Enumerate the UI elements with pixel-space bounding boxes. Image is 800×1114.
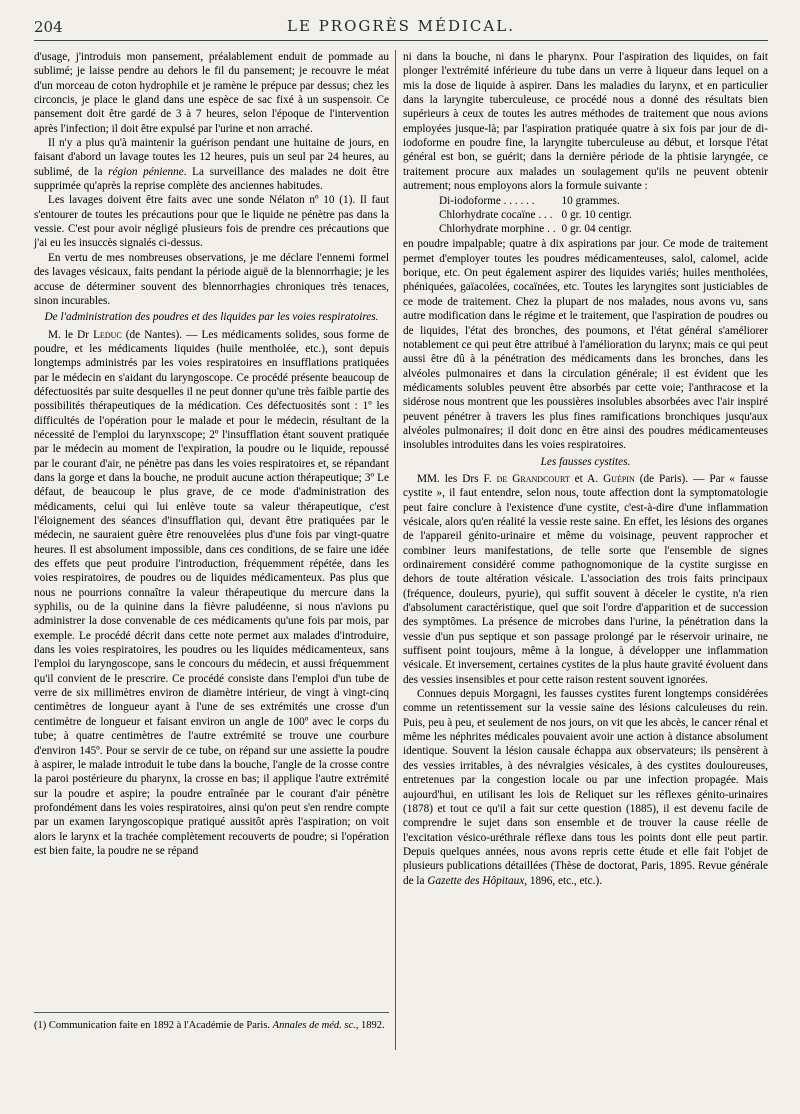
section-heading: De l'administration des poudres et des liquides par les voies respiratoires. [44, 311, 379, 324]
formula-row [439, 194, 638, 208]
text-run: , 1892. [355, 1020, 385, 1031]
paragraph: ni dans la bouche, ni dans le pharynx. Pour l'aspiration des liquides, on fait plonger l'extrémité inférieure du tube dans un verre à liqueur dans lequel on a mis la dose de liquide à aspirer. Dans les maladies du larynx, et en particulier dans la laryngite tuberculeuse, ce procédé nous a donné des résultats bien supérieurs à ceux de toutes les autres méthodes de traitement que nous avions employées jusque-là; par l'aspiration pratiquée quatre à six fois par jour de di-iodoforme en poudre fine, la laryngite tuberculeuse au début, et lorsque l'état général est bon, se guérit; dans la dernière période de la phtisie laryngée, ce traitement procure aux malades un soulagement qu'ils ne peuvent obtenir autrement; nous employons alors la formule suivante : [403, 51, 768, 193]
author-name: Leduc [93, 328, 122, 341]
paragraph [403, 472, 768, 687]
column-divider [395, 50, 396, 1050]
section-heading: Les fausses cystites. [540, 455, 631, 468]
text-columns [34, 50, 768, 1106]
italic-run: région pénienne [108, 165, 184, 178]
paragraph: Les lavages doivent être faits avec une sonde Nélaton nº 10 (1). Il faut s'entourer de toutes les précautions pour que le liquide ne pénètre pas dans la vessie. C'est pour avoir négligé plusieurs fois de prendre ces précautions que j'ai eu les insuccès signalés ci-dessus. [34, 194, 389, 250]
paragraph [34, 328, 389, 859]
paragraph [403, 687, 768, 888]
text-run: MM. les Drs F. [417, 472, 497, 485]
text-run: Il n'y a plus qu'à maintenir la guérison pendant une huitaine de jours, en faisant d'abord un lavage toutes les 12 heures, puis un seul par 24 heures, au sublimé, de la [34, 137, 389, 178]
footnote [34, 1012, 389, 1033]
quantity: 0 gr. 10 centigr. [561, 209, 632, 222]
page-number: 204 [34, 18, 63, 36]
text-run: et A. [569, 472, 604, 485]
text-run: (1) Communication faite en 1892 à l'Académie de Paris. [34, 1020, 273, 1031]
ingredient: Di-iodoforme . . . . . . [439, 195, 535, 208]
formula-table [439, 194, 638, 236]
text-run: , 1896, etc., etc.). [524, 874, 603, 887]
formula-row [439, 208, 638, 222]
italic-run: Annales de méd. sc. [272, 1020, 356, 1031]
text-run: M. le Dr [48, 328, 94, 341]
author-name: de Grandcourt [496, 472, 570, 485]
quantity: 10 grammes. [561, 195, 620, 208]
paragraph: en poudre impalpable; quatre à dix aspirations par jour. Ce mode de traitement permet d'employer toutes les poudres médicamenteuses, salol, calomel, acide borique, etc. On peut également aspirer des liquides variés; huiles mentholées, phéniquées, gaïacolées, cocaïnées, etc. Toutes les laryngites sont justiciables de ce mode de traitement. Chez la plupart de nos malades, nous avons vu, sans autre modification dans le régime et le traitement, que l'aspiration de poudres ou de liquides, l'état des bronches, des poumons, et l'état général s'améliorer notablement ce qui peut être attribué à l'amélioration du larynx; mais ce qui peut aussi être dû à la pénétration des médicaments dans les bronches, dans les alvéoles pulmonaires et dans la circulation générale; il est évident que les médicaments solubles peuvent être absorbés par cette voie; l'anthracose et la sidérose nous montrent que les poussières insolubles absorbées avec l'air inspiré peuvent pénétrer à travers les plus fines ramifications bronchiques jusqu'aux alvéoles pulmonaires; il doit donc en être ainsi des poudres médicamenteuses insolubles introduites dans les voies respiratoires. [403, 238, 768, 452]
italic-run: Gazette des Hôpitaux [427, 874, 525, 887]
author-name: Guépin [603, 472, 635, 485]
text-run: Connues depuis Morgagni, les fausses cystites furent longtemps considérées comme un retentissement sur la vessie saine des lésions calculeuses du rein. Puis, peu à peu, et seulement de nos jours, on vit que les abcès, le cancer rénal et même les néphrites médicales pouvaient avoir une action à distance absolument identique. Souvent la lésion causale échappa aux observateurs; ils pensèrent à des vessies irritables, à des névralgies vésicales, à des cystites douloureuses, entretenues par la congestion locale ou par une infection propagée. Mais aujourd'hui, en utilisant les lois de Reliquet sur les réflexes génito-urinaires (1878) et tout ce qu'il a fait sur cette question (1885), il est devenu facile de comprendre le sujet dans son ensemble et de trouver la cause réelle de l'excitation vésico-uréthrale réflexe dans tous les points dont elle peut partir. Depuis quelques années, nous avons repris cette étude et elle fait l'objet de plusieurs publications détaillées (Thèse de doctorat, Paris, 1895. Revue générale de la [403, 688, 768, 887]
ingredient: Chlorhydrate cocaïne . . . [439, 209, 553, 222]
text-run: (de Paris). — Par « fausse cystite », il faut entendre, selon nous, toute affection dont la symptomatologie peut faire conclure à l'existence d'une cystite, c'est-à-dire d'une inflammation vésicale, alors qu'en réalité la vessie reste saine. En effet, les lésions des organes de l'appareil génito-urinaire et même du voisinage, peuvent rapprocher et combiner leurs manifestations, de telle sorte que l'ensemble de signes ordinairement considéré comme pathognomonique de la cystite surgisse en dehors de toute altération vésicale. L'association des trois faits principaux (fréquence, douleurs, pyurie), qui suffit souvent à déceler le cystite, n'a rien d'absolument caractéristique, quel que soit l'ordre d'apparition et de succession des symptômes. La présence de microbes dans l'urine, la pénétration dans la vessie d'un pus septique et son passage prolongé par le réservoir urinaire, ne suffisent point toujours, même à la longue, à développer une inflammation vésicale. Et inversement, certaines cystites de la plus haute gravité évoluent dans des vessies insensibles et pour cette raison restent souvent ignorées. [403, 472, 768, 686]
formula-row [439, 222, 638, 236]
quantity: 0 gr. 04 centigr. [561, 223, 632, 236]
ingredient: Chlorhydrate morphine . . [439, 223, 556, 236]
right-column [403, 50, 768, 1106]
footnote-text [34, 1019, 389, 1033]
left-column [34, 50, 389, 1106]
journal-title: LE PROGRÈS MÉDICAL. [287, 17, 515, 35]
paragraph: d'usage, j'introduis mon pansement, préalablement enduit de pommade au sublimé; je laisse pendre au dehors le fil du pansement; je recouvre le méat d'un morceau de coton hydrophile et je ramène le prépuce par dessus; chez les circoncis, je place le gland dans une espèce de sac fixé à un suspensoir. Ce pansement doit être gardé de 3 à 7 heures, selon l'époque de l'intervention après l'infection; il doit être expulsé par l'urine et non arraché. [34, 51, 389, 135]
paragraph [34, 136, 389, 193]
text-run: . La surveillance des malades ne doit être supprimée qu'après la reprise complète des anciennes habitudes. [34, 165, 389, 193]
running-header [34, 16, 768, 41]
text-run: (de Nantes). — Les médicaments solides, sous forme de poudre, et les médicaments liquides (huile mentholée, etc.), sont depuis longtemps administrés par les voies respiratoires en insufflations pratiquées par le médecin en s'aidant du laryngoscope. Ce procédé présente beaucoup de défectuosités par suite desquelles il ne peut donner qu'une très faible partie des possibilités thérapeutiques de la médication. Ces défectuosités sont : 1º les difficultés de l'opération pour le malade et pour le médecin, résultant de la nécessité de l'emploi du larynxscope; 2º l'insufflation étant souvent pratiquée par le médecin au moment de l'expiration, la poudre ou le liquide, repoussé par le courant d'air, ne pénètre pas dans les voies respiratoires et, se répandant dans la gorge et dans la bouche, ne produit aucune action thérapeutique; 3º Le défaut, de beaucoup le plus grave, de ce mode d'administration des médicaments, celui qui lui enlève toute sa valeur thérapeutique, c'est l'éloignement des séances d'insufflation qui, devant être pratiquées par le médecin, ne sauraient guère être renouvelées plus d'une fois par vingt-quatre heures. Il est absolument impossible, dans ces conditions, de se faire une idée des effets que peut produire l'introduction, fréquemment répétée, dans les voies respiratoires, de poudres ou de liquides médicamenteux. Pas plus que nous ne pourrions connaître la valeur thérapeutique du mercure dans la syphilis, ou de la quinine dans la fièvre paludéenne, si nous n'avions pu administrer la dose convenable de ces médicaments qu'une fois par mois, par exemple. Le procédé décrit dans cette note permet aux malades d'introduire, dans les voies respiratoires, les poudres ou les liquides médicamenteux, sans l'emploi du laryngoscope, sans le concours du médecin, et aussi fréquemment qu'il convient de le prescrire. Ce procédé consiste dans l'emploi d'un tube de verre de six millimètres environ de diamètre intérieur, de vingt à vingt-cinq centimètres de longueur ayant à l'une de ses extrémités une crosse d'un centimètre de longueur et faisant environ un angle de 100º avec le corps du tube; à quatre centimètres de l'autre extrémité se trouve une courbure d'environ 145º. Pour se servir de ce tube, on répand sur une assiette la poudre à aspirer, le malade introduit le tube dans la bouche, l'angle de la crosse contre la paroi postérieure du pharynx, la crosse en bas; il applique l'autre extrémité sur la poudre et aspire; la poudre entraînée par le courant d'air pénètre profondément dans les voies respiratoires, ainsi qu'on peut s'en rendre compte par un examen laryngoscopique pratiqué aussitôt après l'aspiration; on voit alors le larynx et la trachée complètement recouverts de poudre; si l'opération est bien faite, la poudre ne se répand [34, 328, 390, 857]
paragraph: En vertu de mes nombreuses observations, je me déclare l'ennemi formel des lavages vésicaux, faits pendant la période aiguë de la blennorrhagie; je les accuse de déterminer souvent des blennorrhagies chroniques très tenaces, sinon incurables. [34, 251, 389, 307]
